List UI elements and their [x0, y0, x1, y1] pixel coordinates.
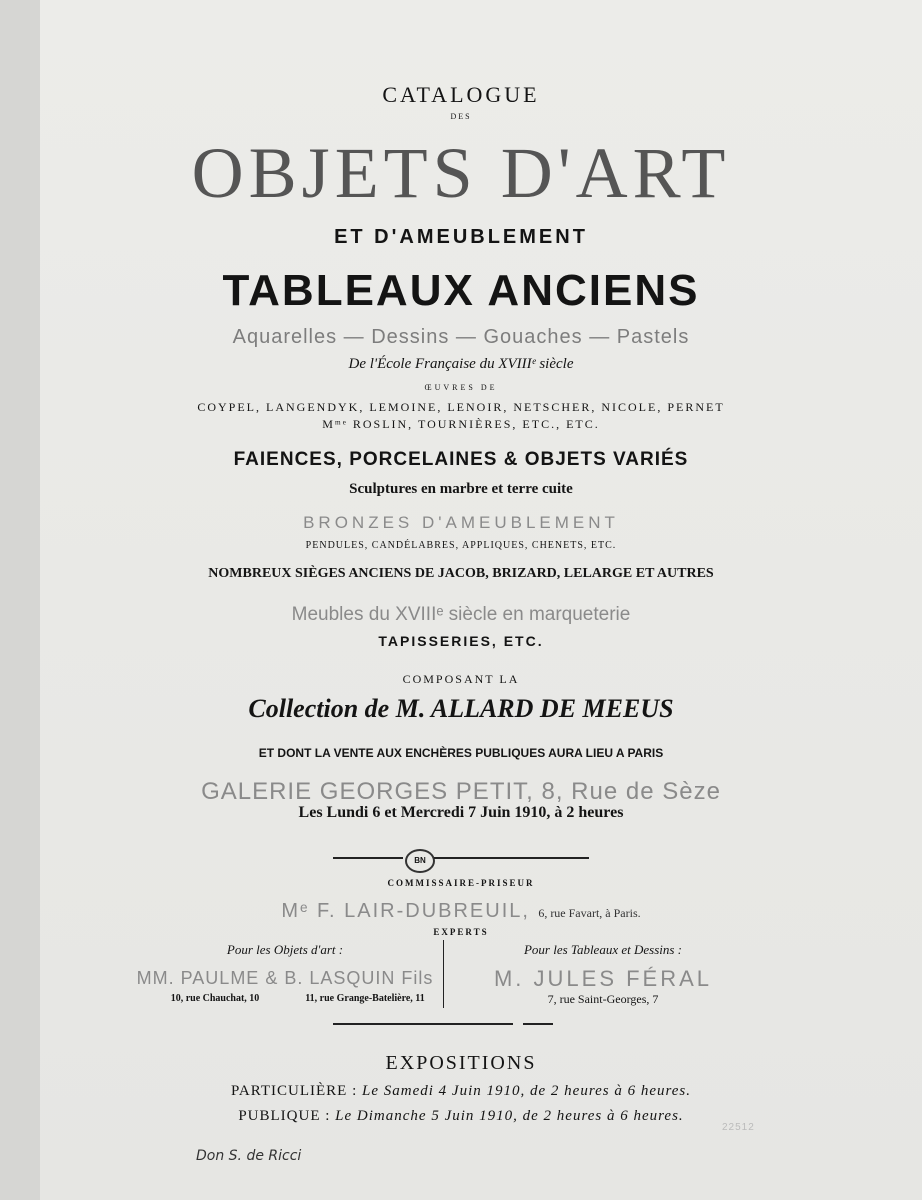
composant-la: COMPOSANT LA — [402, 672, 520, 686]
artwork-types: Aquarelles — Dessins — Gouaches — Pastels — [232, 326, 690, 348]
library-stamp-number: 22512 — [722, 1122, 755, 1133]
expert-right-name: M. JULES FÉRAL — [493, 966, 713, 991]
handwritten-note: Don S. de Ricci — [196, 1148, 302, 1164]
tapisseries-line: TAPISSERIES, ETC. — [378, 633, 544, 649]
divider-right — [434, 857, 589, 859]
particuliere-label: PARTICULIÈRE : — [230, 1083, 358, 1099]
expert-right-address: 7, rue Saint-Georges, 7 — [547, 992, 659, 1006]
pendules-line: PENDULES, CANDÉLABRES, APPLIQUES, CHENETS, ETC. — [305, 540, 617, 551]
objets-dart-title: OBJETS D'ART — [191, 133, 731, 213]
catalogue-heading: CATALOGUE — [382, 82, 540, 107]
expert-right-label: Pour les Tableaux et Dessins : — [523, 942, 683, 957]
experts-divider — [443, 940, 444, 1008]
artists-line-2: Mᵐᵉ ROSLIN, TOURNIÈRES, ETC., ETC. — [322, 417, 600, 431]
seal-emblem: BN — [405, 849, 435, 873]
commissaire-line — [0, 898, 922, 923]
tableaux-anciens-heading: TABLEAUX ANCIENS — [222, 266, 700, 315]
publique-label: PUBLIQUE : — [238, 1108, 331, 1124]
galerie-address: GALERIE GEORGES PETIT, 8, Rue de Sèze — [201, 778, 721, 805]
commissaire-address: 6, rue Favart, à Paris. — [538, 906, 641, 920]
sieges-line: NOMBREUX SIÈGES ANCIENS DE JACOB, BRIZARD, LELARGE ET AUTRES — [208, 566, 714, 581]
expert-left-names: MM. PAULME & B. LASQUIN Fils — [136, 968, 434, 988]
expositions-heading: EXPOSITIONS — [385, 1052, 537, 1074]
des-word: DES — [450, 112, 472, 121]
exposition-particuliere — [0, 1083, 922, 1100]
experts-label: EXPERTS — [433, 927, 489, 937]
exposition-publique — [0, 1108, 922, 1125]
vente-line: ET DONT LA VENTE AUX ENCHÈRES PUBLIQUES AURA LIEU A PARIS — [258, 746, 664, 760]
faiences-heading: FAIENCES, PORCELAINES & OBJETS VARIÉS — [233, 449, 689, 470]
ameublement-subtitle: ET D'AMEUBLEMENT — [334, 226, 588, 248]
expert-left-label: Pour les Objets d'art : — [226, 942, 344, 957]
expert-left-address-2: 11, rue Grange-Batelière, 11 — [305, 993, 425, 1004]
meubles-line: Meubles du XVIIIᵉ siècle en marqueterie — [291, 604, 631, 625]
commissaire-label: COMMISSAIRE-PRISEUR — [387, 878, 535, 888]
publique-text: Le Dimanche 5 Juin 1910, de 2 heures à 6 heures. — [335, 1108, 684, 1124]
particuliere-text: Le Samedi 4 Juin 1910, de 2 heures à 6 heures. — [362, 1083, 692, 1099]
collection-name: Collection de M. ALLARD DE MEEUS — [248, 694, 674, 723]
sculptures-line: Sculptures en marbre et terre cuite — [349, 481, 573, 497]
expert-left-address-1: 10, rue Chauchat, 10 — [170, 993, 260, 1004]
bottom-divider-right — [523, 1023, 553, 1025]
sale-dates: Les Lundi 6 et Mercredi 7 Juin 1910, à 2 heures — [298, 804, 624, 821]
commissaire-name: Mᵉ F. LAIR-DUBREUIL, — [281, 900, 530, 922]
oeuvres-de-label: ŒUVRES DE — [424, 383, 498, 392]
bronzes-heading: BRONZES D'AMEUBLEMENT — [303, 513, 619, 532]
artists-line-1: COYPEL, LANGENDYK, LEMOINE, LENOIR, NETSCHER, NICOLE, PERNET — [197, 400, 725, 414]
divider-left — [333, 857, 403, 859]
ecole-francaise-line: De l'École Française du XVIIIᵉ siècle — [348, 356, 574, 372]
bottom-divider-left — [333, 1023, 513, 1025]
